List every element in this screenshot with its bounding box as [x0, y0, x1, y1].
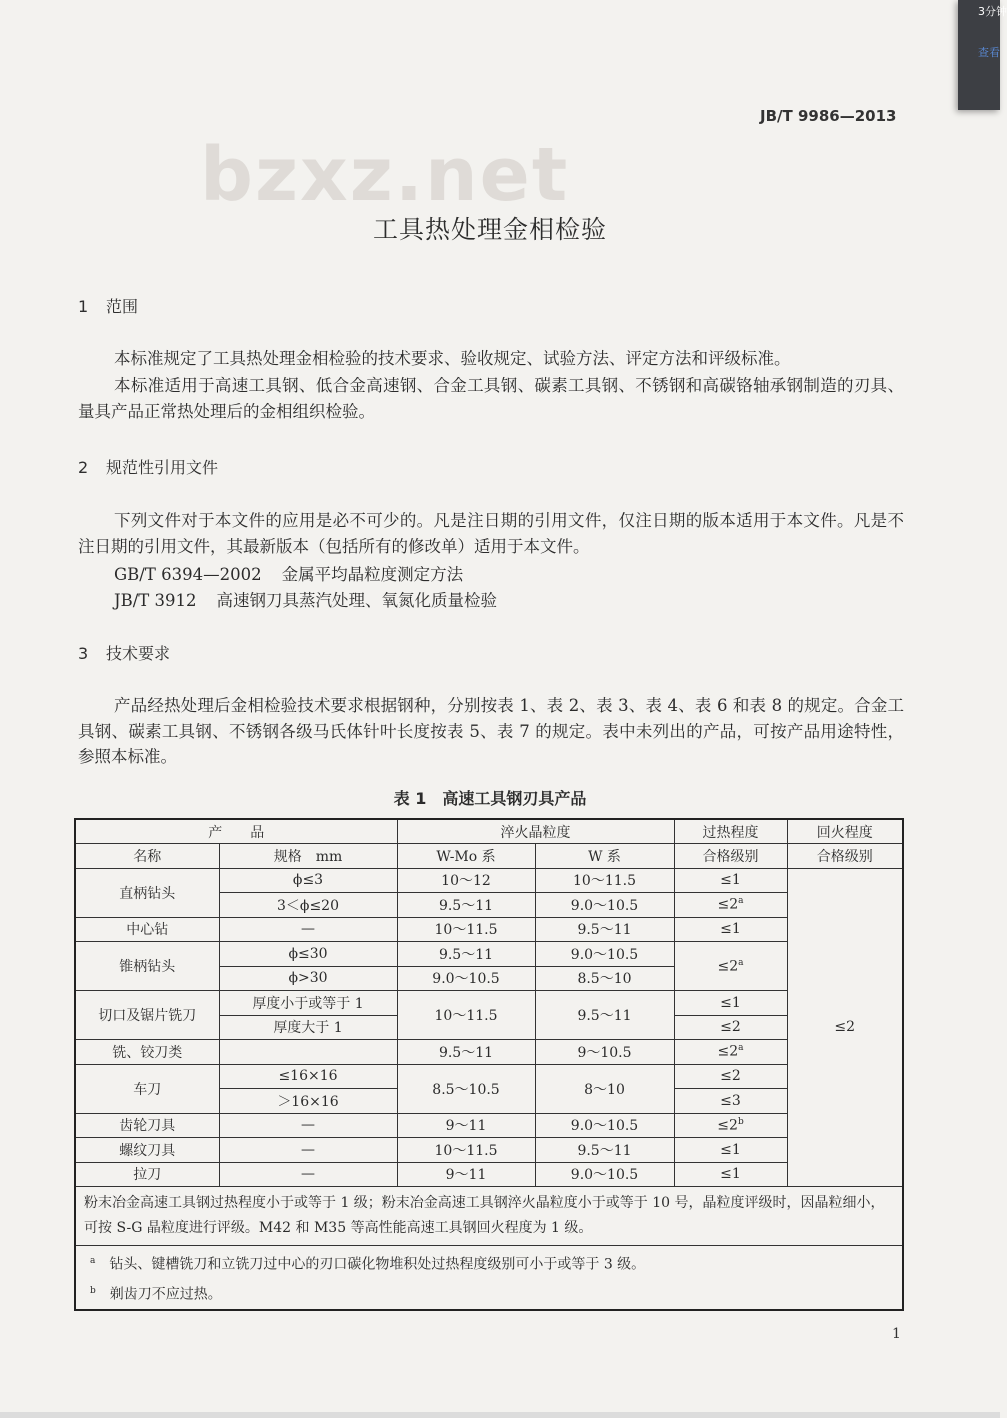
cell-overheat [674, 1040, 787, 1065]
cell-spec: — [219, 1113, 397, 1138]
footnote-mark: a [738, 1043, 744, 1054]
header-spec: 规格 mm [219, 844, 397, 869]
overheat-value: ≤2 [717, 1117, 738, 1134]
cell-w: 9.0～10.5 [535, 1162, 674, 1187]
cell-wmo: 10～11.5 [397, 1138, 535, 1163]
reference-code: JB/T 3912 [114, 591, 197, 610]
cell-overheat: ≤1 [674, 1138, 787, 1163]
section-1-heading [78, 294, 138, 317]
cell-name: 螺纹刀具 [75, 1138, 219, 1163]
scope-paragraph-2: 本标准适用于高速工具钢、低合金高速钢、合金工具钢、碳素工具钢、不锈钢和高碳铬轴承钢制造的刃具、量具产品正常热处理后的金相组织检验。 [78, 376, 904, 421]
section-2-heading [78, 455, 218, 478]
table-note-row [75, 1187, 903, 1246]
section-title: 技术要求 [106, 644, 171, 663]
cell-spec: ϕ≤30 [219, 942, 397, 967]
cell-overheat: ≤2 [674, 1015, 787, 1040]
cell-wmo: 9～11 [397, 1113, 535, 1138]
cell-name: 锥柄钻头 [75, 942, 219, 991]
cell-overheat: ≤1 [674, 1162, 787, 1187]
cell-w: 9～10.5 [535, 1040, 674, 1065]
footnote-mark: a [738, 896, 744, 907]
cell-name: 直柄钻头 [75, 868, 219, 917]
cell-w: 9.5～11 [535, 1138, 674, 1163]
cell-spec: 厚度大于 1 [219, 1015, 397, 1040]
table-footnotes [75, 1246, 903, 1311]
cell-name: 拉刀 [75, 1162, 219, 1187]
header-overheat-line1: 过热程度 [702, 824, 759, 841]
overheat-value: ≤2 [717, 958, 739, 975]
cell-spec: — [219, 917, 397, 942]
cell-name: 车刀 [75, 1064, 219, 1113]
table-row [75, 1113, 903, 1138]
cell-spec [219, 1040, 397, 1065]
watermark-text: bzxz.net [200, 132, 570, 218]
table-row [75, 1138, 903, 1163]
page-bottom-edge [0, 1412, 1000, 1418]
header-wmo: W-Mo 系 [397, 844, 535, 869]
widget-time-label: 3分钟 [978, 5, 1007, 18]
header-product: 产 品 [75, 819, 397, 844]
table-row [75, 991, 903, 1016]
section-title: 规范性引用文件 [106, 458, 219, 477]
overheat-value: ≤2 [717, 897, 739, 914]
cell-wmo: 10～12 [397, 868, 535, 893]
table-1 [74, 818, 902, 1311]
cell-spec: ϕ>30 [219, 966, 397, 991]
cell-wmo: 10～11.5 [397, 991, 535, 1040]
cell-wmo: 9.5～11 [397, 893, 535, 918]
header-overheat-grade: 合格级别 [674, 844, 787, 869]
footnote-mark: a [90, 1256, 96, 1266]
footnote-b [90, 1278, 888, 1308]
cell-overheat [674, 1113, 787, 1138]
requirements-paragraph: 产品经热处理后金相检验技术要求根据钢种，分别按表 1、表 2、表 3、表 4、表 6 和表 8 的规定。合金工具钢、碳素工具钢、不锈钢各级马氏体针叶长度按表 5、表 7 的规定。表中未列出的产品，可按产品用途特性，参照本标准。 [78, 696, 904, 766]
standard-number: JB/T 9986—2013 [760, 107, 897, 125]
cell-overheat: ≤1 [674, 868, 787, 893]
cell-w: 9.5～11 [535, 991, 674, 1040]
header-name: 名称 [75, 844, 219, 869]
table-row [75, 1162, 903, 1187]
cell-spec: — [219, 1162, 397, 1187]
header-overheat [674, 819, 787, 844]
cell-w: 10～11.5 [535, 868, 674, 893]
reference-item [114, 561, 463, 585]
footnote-text: 钻头、键槽铣刀和立铣刀过中心的刃口碳化物堆积处过热程度级别可小于或等于 3 级。 [109, 1256, 646, 1273]
table-row [75, 1040, 903, 1065]
cell-overheat: ≤2 [674, 1064, 787, 1089]
table-title: 表 1 高速工具钢刃具产品 [393, 789, 587, 808]
high-speed-steel-table [74, 818, 904, 1311]
cell-spec: 3＜ϕ≤20 [219, 893, 397, 918]
table-note: 粉末冶金高速工具钢过热程度小于或等于 1 级；粉末冶金高速工具钢淬火晶粒度小于或等于 10 号，晶粒度评级时，因晶粒细小，可按 S-G 晶粒度进行评级。M42 和 M35 等高性能高速工具钢回火程度为 1 级。 [75, 1187, 903, 1246]
section-number: 3 [78, 644, 89, 663]
header-w: W 系 [535, 844, 674, 869]
cell-wmo: 9～11 [397, 1162, 535, 1187]
cell-name: 齿轮刀具 [75, 1113, 219, 1138]
cell-spec: — [219, 1138, 397, 1163]
reference-item [114, 587, 497, 611]
document-title: 工具热处理金相检验 [372, 215, 607, 244]
reference-code: GB/T 6394—2002 [114, 565, 262, 584]
cell-w: 9.0～10.5 [535, 1113, 674, 1138]
cell-overheat: ≤1 [674, 917, 787, 942]
cell-overheat: ≤3 [674, 1089, 787, 1114]
cell-spec: ϕ≤3 [219, 868, 397, 893]
cell-w: 9.0～10.5 [535, 893, 674, 918]
table-row [75, 868, 903, 893]
page-number: 1 [892, 1326, 901, 1342]
section-title: 范围 [106, 297, 139, 316]
header-temper [787, 819, 903, 844]
cell-spec: ≤16×16 [219, 1064, 397, 1089]
header-temper-grade: 合格级别 [787, 844, 903, 869]
cell-w: 9.5～11 [535, 917, 674, 942]
cell-w: 8～10 [535, 1064, 674, 1113]
cell-overheat: ≤1 [674, 991, 787, 1016]
cell-spec: ＞16×16 [219, 1089, 397, 1114]
overheat-value: ≤2 [717, 1044, 739, 1061]
footnote-mark: a [738, 957, 744, 968]
section-number: 2 [78, 458, 89, 477]
table-row [75, 942, 903, 967]
scope-paragraph-1: 本标准规定了工具热处理金相检验的技术要求、验收规定、试验方法、评定方法和评级标准。 [114, 349, 791, 368]
cell-w: 9.0～10.5 [535, 942, 674, 967]
cell-wmo: 10～11.5 [397, 917, 535, 942]
widget-view-link[interactable]: 查看 [978, 46, 1000, 59]
footnote-mark: b [90, 1285, 96, 1296]
cell-spec: 厚度小于或等于 1 [219, 991, 397, 1016]
footnote-mark: b [737, 1116, 744, 1127]
cell-overheat [674, 942, 787, 991]
cell-wmo: 9.0～10.5 [397, 966, 535, 991]
reference-name: 高速钢刀具蒸汽处理、氧氮化质量检验 [216, 591, 498, 610]
cell-name: 中心钻 [75, 917, 219, 942]
references-paragraph: 下列文件对于本文件的应用是必不可少的。凡是注日期的引用文件，仅注日期的版本适用于本文件。凡是不注日期的引用文件，其最新版本（包括所有的修改单）适用于本文件。 [78, 511, 904, 556]
table-footnote-row [75, 1246, 903, 1311]
cell-wmo: 9.5～11 [397, 942, 535, 967]
cell-w: 8.5～10 [535, 966, 674, 991]
section-number: 1 [78, 297, 89, 316]
floating-widget[interactable] [958, 0, 1007, 110]
header-temper-line1: 回火程度 [816, 824, 873, 841]
cell-name: 铣、铰刀类 [75, 1040, 219, 1065]
footnote-a [90, 1248, 888, 1278]
reference-name: 金属平均晶粒度测定方法 [281, 565, 464, 584]
footnote-text: 剃齿刀不应过热。 [109, 1286, 222, 1303]
cell-wmo: 9.5～11 [397, 1040, 535, 1065]
header-grain-size: 淬火晶粒度 [397, 819, 674, 844]
table-row [75, 917, 903, 942]
cell-name: 切口及锯片铣刀 [75, 991, 219, 1040]
cell-overheat [674, 893, 787, 918]
section-3-heading [78, 641, 170, 664]
cell-wmo: 8.5～10.5 [397, 1064, 535, 1113]
cell-temper: ≤2 [787, 868, 903, 1187]
table-row [75, 1064, 903, 1089]
